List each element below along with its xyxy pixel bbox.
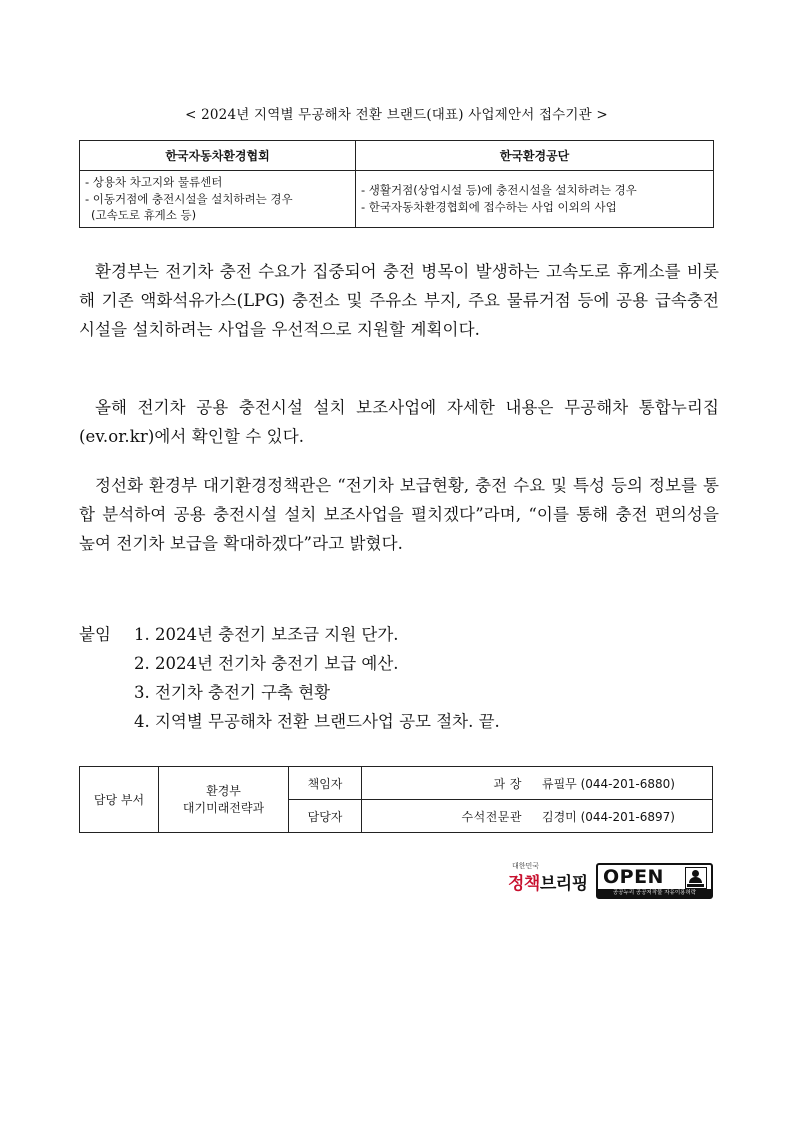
contact-person: 류필무 (044-201-6880) xyxy=(542,776,675,791)
contact-role: 담당자 xyxy=(289,800,362,833)
attachments-list xyxy=(79,620,500,736)
attachment-item: 1. 2024년 충전기 보조금 지원 단가. xyxy=(134,625,399,644)
attachment-item: 4. 지역별 무공해차 전환 브랜드사업 공모 절차. 끝. xyxy=(134,712,500,731)
agency-item: - 한국자동차환경협회에 접수하는 사업 이외의 사업 xyxy=(361,199,617,214)
body-paragraph-1: 환경부는 전기차 충전 수요가 집중되어 충전 병목이 발생하는 고속도로 휴게소를 비롯해 기존 액화석유가스(LPG) 충전소 및 주유소 부지, 주요 물류거점 등에 공용 급속충전시설을 설치하려는 사업을 우선적으로 지원할 계획이다. xyxy=(79,262,719,339)
contact-info xyxy=(362,800,713,833)
dept-division: 대기미래전략과 xyxy=(182,800,265,815)
agency-cell-keco xyxy=(356,171,714,228)
agency-header-kaea: 한국자동차환경협회 xyxy=(80,141,356,171)
contact-person: 김경미 (044-201-6897) xyxy=(542,809,675,824)
agency-header-keco: 한국환경공단 xyxy=(356,141,714,171)
body-paragraph-2: 올해 전기차 공용 충전시설 설치 보조사업에 자세한 내용은 무공해차 통합누리집(ev.or.kr)에서 확인할 수 있다. xyxy=(79,398,719,446)
attachment-item: 2. 2024년 전기차 충전기 보급 예산. xyxy=(134,654,399,673)
contact-title: 수석전문관 xyxy=(461,809,522,824)
kogl-open-badge xyxy=(596,863,713,899)
dept-name xyxy=(159,767,289,833)
policy-briefing-wordmark xyxy=(508,869,588,894)
policy-briefing-red: 정책 xyxy=(508,874,540,894)
agency-item: - 상용차 차고지와 물류센터 xyxy=(85,175,223,189)
dept-ministry: 환경부 xyxy=(206,783,241,798)
attribution-person-icon xyxy=(685,867,707,889)
agency-table xyxy=(79,140,714,228)
policy-briefing-small-text: 대한민국 xyxy=(512,862,540,870)
agency-cell-kaea xyxy=(80,171,356,228)
attachment-item: 3. 전기차 충전기 구축 현황 xyxy=(134,683,331,702)
agency-item: - 생활거점(상업시설 등)에 충전시설을 설치하려는 경우 xyxy=(361,183,637,198)
policy-briefing-black: 브리핑 xyxy=(539,874,588,894)
table-caption: < 2024년 지역별 무공해차 전환 브랜드(대표) 사업제안서 접수기관 > xyxy=(185,107,608,123)
dept-label: 담당 부서 xyxy=(80,767,159,833)
contact-role: 책임자 xyxy=(289,767,362,800)
contact-info xyxy=(362,767,713,800)
agency-item: - 이동거점에 충전시설을 설치하려는 경우 xyxy=(85,191,293,206)
agency-item: (고속도로 휴게소 등) xyxy=(91,208,197,222)
open-license-bar: 공공누리 공공저작물 자유이용허락 xyxy=(598,889,711,897)
open-text: OPEN xyxy=(603,866,664,888)
contact-title: 과 장 xyxy=(493,776,522,791)
contact-table xyxy=(79,766,713,833)
attachments-label: 붙임 xyxy=(79,625,111,644)
body-paragraph-3: 정선화 환경부 대기환경정책관은 “전기차 보급현황, 충전 수요 및 특성 등의 정보를 통합 분석하여 공용 충전시설 설치 보조사업을 펼치겠다”라며, “이를 통해 충전 편의성을 높여 전기차 보급을 확대하겠다”라고 밝혔다. xyxy=(79,476,719,553)
